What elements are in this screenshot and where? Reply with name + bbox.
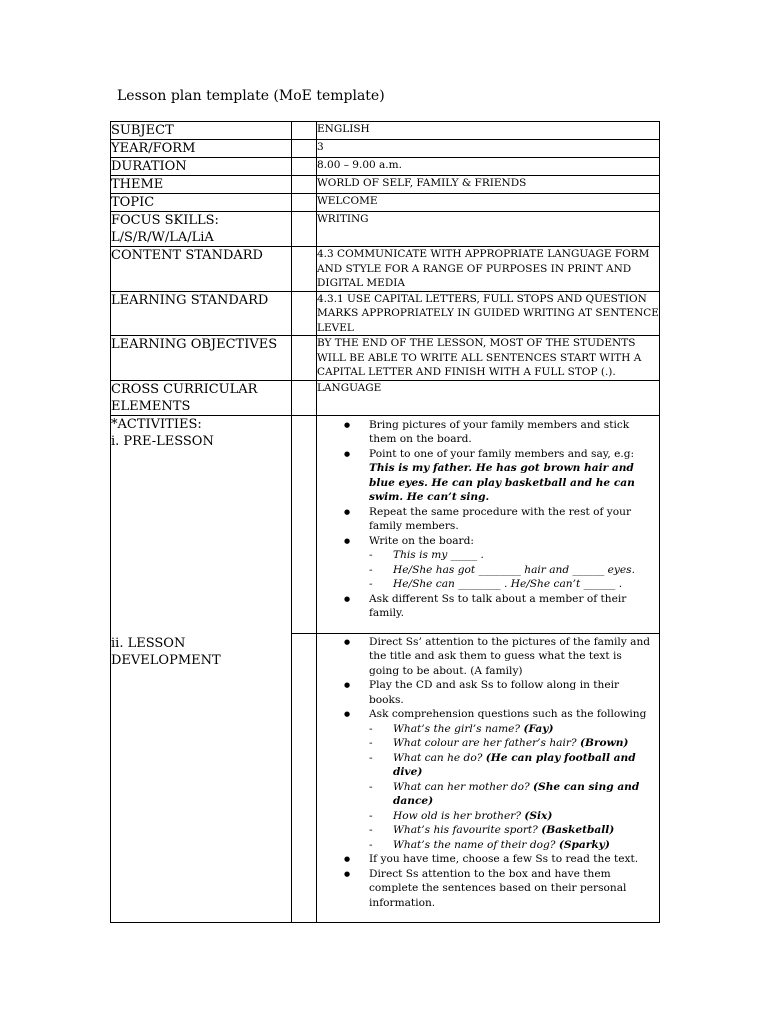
row-content-standard <box>111 247 660 292</box>
question-text: How old is her brother? <box>393 809 525 822</box>
board-line: - He/She can ________ . He/She can’t ______ . <box>393 577 653 592</box>
answer-text: (Basketball) <box>541 824 615 836</box>
duration-value: 8.00 – 9.00 a.m. <box>317 158 660 176</box>
spacer-cell <box>292 140 317 158</box>
focus-skills-label-line1: FOCUS SKILLS: <box>111 213 219 228</box>
question-item <box>393 809 653 824</box>
board-lines <box>369 548 653 592</box>
learning-standard-value: 4.3.1 USE CAPITAL LETTERS, FULL STOPS AND QUESTION MARKS APPROPRIATELY IN GUIDED WRITING AT SENTENCE LEVEL <box>317 292 659 334</box>
question-text: What’s the name of their dog? <box>393 838 559 851</box>
cross-curricular-label-line2: ELEMENTS <box>111 398 191 414</box>
list-item: ● If you have time, choose a few Ss to read the text. <box>369 852 653 867</box>
spacer-cell <box>292 212 317 247</box>
list-item-text: Ask comprehension questions such as the following <box>369 708 647 720</box>
list-item-text: Write on the board: <box>369 534 474 547</box>
list-item: ● Repeat the same procedure with the rest of your family members. <box>369 505 653 534</box>
row-learning-standard <box>111 291 660 336</box>
question-item <box>393 722 653 737</box>
list-item <box>369 447 653 505</box>
question-text: What’s the girl’s name? <box>393 722 524 735</box>
cross-curricular-value: LANGUAGE <box>317 380 660 415</box>
focus-skills-value: WRITING <box>317 212 660 247</box>
row-year-form <box>111 140 660 158</box>
year-form-value: 3 <box>317 140 660 158</box>
answer-text: (Six) <box>524 809 553 822</box>
question-item <box>393 751 653 780</box>
answer-text: (He can play football and dive) <box>393 751 636 778</box>
list-item <box>369 707 653 852</box>
list-item: ● Play the CD and ask Ss to follow along in their books. <box>369 678 653 707</box>
row-duration <box>111 158 660 176</box>
question-item <box>393 736 653 751</box>
question-text: What colour are her father’s hair? <box>393 737 580 749</box>
lesson-development-label-line2: DEVELOPMENT <box>111 653 221 668</box>
lesson-development-label-cell <box>111 633 292 922</box>
spacer-cell <box>292 194 317 212</box>
spacer-cell <box>292 415 317 633</box>
learning-standard-label: LEARNING STANDARD <box>111 291 292 336</box>
row-focus-skills <box>111 212 660 247</box>
content-standard-label: CONTENT STANDARD <box>111 247 292 292</box>
theme-value: WORLD OF SELF, FAMILY & FRIENDS <box>317 176 660 194</box>
board-line: - This is my _____ . <box>393 548 653 563</box>
answer-text: (Brown) <box>579 737 629 749</box>
board-line: - He/She has got ________ hair and ______ eyes. <box>393 563 653 578</box>
year-form-label: YEAR/FORM <box>111 140 292 158</box>
focus-skills-label-line2: L/S/R/W/LA/LiA <box>111 230 214 245</box>
lesson-development-list <box>317 635 659 911</box>
list-item: ● Ask different Ss to talk about a member of their family. <box>369 592 653 621</box>
subject-value: ENGLISH <box>317 122 660 140</box>
question-item <box>393 780 653 809</box>
row-learning-objectives <box>111 336 660 381</box>
list-item <box>369 534 653 592</box>
list-item: ● Direct Ss’ attention to the pictures of the family and the title and ask them to guess what the text is going to be about. (A family) <box>369 635 653 679</box>
theme-label: THEME <box>111 176 292 194</box>
row-theme <box>111 176 660 194</box>
spacer-cell <box>292 247 317 292</box>
pre-lesson-list <box>317 418 659 621</box>
duration-label: DURATION <box>111 158 292 176</box>
subject-label: SUBJECT <box>111 122 292 140</box>
list-item: ● Bring pictures of your family members and stick them on the board. <box>369 418 653 447</box>
spacer-cell <box>292 336 317 381</box>
row-cross-curricular <box>111 380 660 415</box>
page-title: Lesson plan template (MoE template) <box>117 88 385 104</box>
content-standard-value: 4.3 COMMUNICATE WITH APPROPRIATE LANGUAGE FORM AND STYLE FOR A RANGE OF PURPOSES IN PRINT AND DIGITAL MEDIA <box>317 247 660 292</box>
pre-lesson-content <box>317 415 660 633</box>
comprehension-questions <box>369 722 653 853</box>
row-subject <box>111 122 660 140</box>
spacer-cell <box>292 633 317 922</box>
list-item-text: Point to one of your family members and say, e.g: <box>369 447 635 460</box>
question-item <box>393 823 653 838</box>
learning-objectives-value: BY THE END OF THE LESSON, MOST OF THE STUDENTS WILL BE ABLE TO WRITE ALL SENTENCES START WITH A CAPITAL LETTER AND FINISH WITH A FULL STOP (.). <box>317 336 660 381</box>
spacer-cell <box>292 122 317 140</box>
example-speech: This is my father. He has got brown hair and blue eyes. He can play basketball and he can swim. He can’t sing. <box>369 462 635 503</box>
question-text: What’s his favourite sport? <box>393 824 542 836</box>
learning-objectives-label: LEARNING OBJECTIVES <box>111 336 292 381</box>
row-topic <box>111 194 660 212</box>
row-lesson-development <box>111 633 660 922</box>
question-text: What can her mother do? <box>393 780 534 793</box>
question-item <box>393 838 653 853</box>
pre-lesson-label: i. PRE-LESSON <box>111 433 214 449</box>
spacer-cell <box>292 291 317 336</box>
answer-text: (Sparky) <box>558 838 610 851</box>
spacer-cell <box>292 176 317 194</box>
pre-lesson-label-cell <box>111 415 292 633</box>
lesson-plan-table <box>110 121 660 923</box>
focus-skills-label <box>111 212 292 247</box>
lesson-development-content <box>317 633 660 922</box>
spacer-cell <box>292 158 317 176</box>
answer-text: (She can sing and dance) <box>393 780 640 807</box>
lesson-development-label-line1: ii. LESSON <box>111 636 186 651</box>
answer-text: (Fay) <box>523 722 554 735</box>
row-pre-lesson <box>111 415 660 633</box>
cross-curricular-label-line1: CROSS CURRICULAR <box>111 381 258 397</box>
activities-heading: *ACTIVITIES: <box>111 416 202 432</box>
question-text: What can he do? <box>393 751 486 764</box>
topic-value: WELCOME <box>317 194 660 212</box>
list-item: ● Direct Ss attention to the box and have them complete the sentences based on their personal information. <box>369 867 653 911</box>
spacer-cell <box>292 380 317 415</box>
cross-curricular-label <box>111 380 292 415</box>
topic-label: TOPIC <box>111 194 292 212</box>
